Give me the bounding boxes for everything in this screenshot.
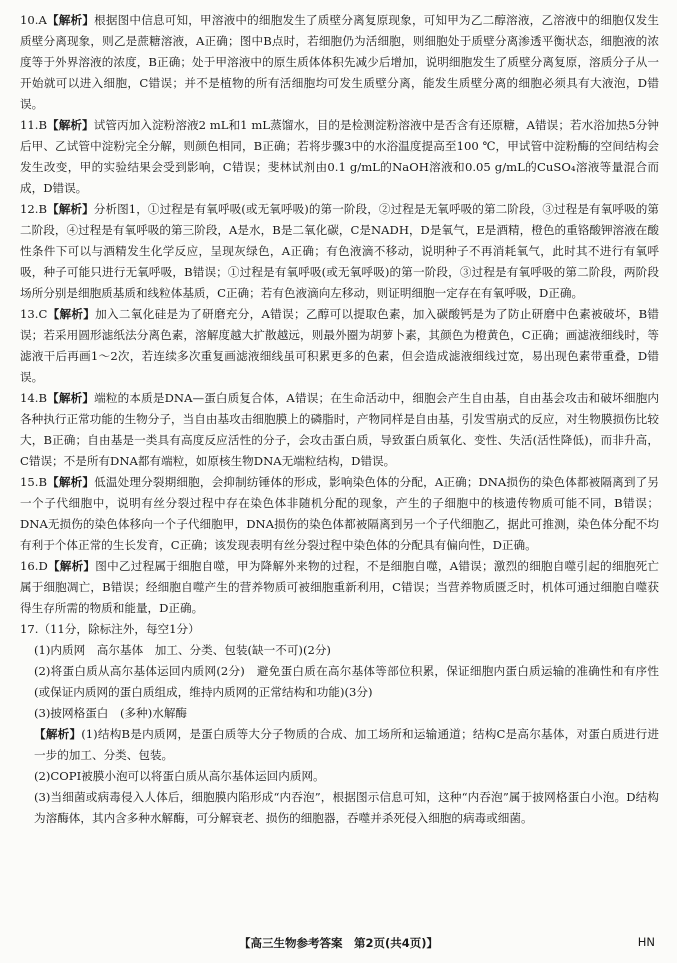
q17-answer-2: (2)将蛋白质从高尔基体运回内质网(2分) 避免蛋白质在高尔基体等部位积累，保证细胞内蛋白质运输的准确性和有序性(或保证内质网的蛋白质组成，维持内质网的正常结构和功能)(3分): [34, 664, 659, 699]
q17-heading: 17.（11分，除标注外，每空1分）: [20, 622, 200, 636]
analysis-text: 端粒的本质是DNA—蛋白质复合体，A错误；在生命活动中，细胞会产生自由基，自由基会攻击和破坏细胞内各种执行正常功能的生物分子，当自由基攻击细胞膜上的磷脂时，产物同样是自由基，引发雪崩式的反应，对生物膜损伤比较大，B正确；自由基是一类具有高度反应活性的分子，会攻击蛋白质，导致蛋白质氧化、变性、失活(活性降低)，而非升高，C错误；不是所有DNA都有端粒，如原核生物DNA无端粒结构，D错误。: [20, 391, 659, 468]
analysis-text: (1)结构B是内质网，是蛋白质等大分子物质的合成、加工场所和运输通道；结构C是高尔基体，对蛋白质进行进一步的加工、分类、包装。: [34, 727, 659, 762]
question-number: 15.: [20, 475, 39, 489]
answer-17: [20, 619, 659, 829]
analysis-tag: 【解析】: [47, 307, 96, 321]
q17-answer-3: (3)披网格蛋白 (多种)水解酶: [34, 706, 188, 720]
answer-letter: B: [38, 475, 47, 489]
question-number: 11.: [20, 118, 39, 132]
question-number: 14.: [20, 391, 39, 405]
q17-explanation-1: [20, 724, 659, 766]
answer-letter: B: [38, 118, 47, 132]
analysis-text: 分析图1，①过程是有氧呼吸(或无氧呼吸)的第一阶段，②过程是无氧呼吸的第二阶段，③过程是有氧呼吸的第二阶段，④过程是有氧呼吸的第三阶段，A是水，B是二氧化碳，C是NADH，D是氧气，E是酒精，橙色的重铬酸钾溶液在酸性条件下可以与酒精发生化学反应，呈现灰绿色，A正确；有色液滴不移动，说明种子不再消耗氧气，此时其不进行有氧呼吸，种子可能只进行无氧呼吸，B错误；①过程是有氧呼吸(或无氧呼吸)的第一阶段，③过程是有氧呼吸的第二阶段，两阶段场所分别是细胞质基质和线粒体基质，C正确；若有色液滴向左移动，则证明细胞一定存在有氧呼吸，D正确。: [20, 202, 659, 300]
analysis-tag: 【解析】: [46, 475, 95, 489]
answer-letter: D: [38, 559, 48, 573]
answer-letter: B: [38, 202, 47, 216]
q17-answer-1: (1)内质网 高尔基体 加工、分类、包装(缺一不可)(2分): [34, 643, 331, 657]
analysis-tag: 【解析】: [34, 727, 82, 741]
answer-letter: C: [38, 307, 48, 321]
analysis-tag: 【解析】: [46, 13, 95, 27]
answer-letter: A: [38, 13, 47, 27]
q17-explanation-3: (3)当细菌或病毒侵入人体后，细胞膜内陷形成“内吞泡”，根据图示信息可知，这种“内吞泡”属于披网格蛋白小泡。D结构为溶酶体，其内含多种水解酶，可分解衰老、损伤的细胞器，吞噬并杀死侵入细胞的病毒或细菌。: [34, 790, 659, 825]
answer-letter: B: [38, 391, 47, 405]
analysis-text: 根据图中信息可知，甲溶液中的细胞发生了质壁分离复原现象，可知甲为乙二醇溶液，乙溶液中的细胞仅发生质壁分离现象，则乙是蔗糖溶液，A正确；图中B点时，若细胞仍为活细胞，则细胞处于质壁分离渗透平衡状态，细胞液的浓度等于外界溶液的浓度，B正确；处于甲溶液中的原生质体体积先减少后增加，说明细胞发生了质壁分离复原，溶质分子从一开始就可以进入细胞，C错误；并不是植物的所有活细胞均可发生质壁分离，能发生质壁分离的细胞必须具有大液泡，D错误。: [20, 13, 659, 111]
answer-11: [20, 115, 659, 199]
page-footer: 【高三生物参考答案 第2页(共4页)】: [238, 936, 438, 950]
analysis-text: 加入二氧化硅是为了研磨充分，A错误；乙醇可以提取色素，加入碳酸钙是为了防止研磨中色素被破坏，B错误；若采用圆形滤纸法分离色素，溶解度越大扩散越远，则最外圈为胡萝卜素，其颜色为橙黄色，C正确；画滤液细线时，等滤液干后再画1～2次，若连续多次重复画滤液细线虽可积累更多的色素，但会造成滤液细线过宽，易出现色素带重叠，D错误。: [20, 307, 659, 384]
region-code: HN: [637, 935, 655, 949]
analysis-text: 图中乙过程属于细胞自噬，甲为降解外来物的过程，不是细胞自噬，A错误；激烈的细胞自噬引起的细胞死亡属于细胞凋亡，B错误；经细胞自噬产生的营养物质可被细胞重新利用，C错误；当营养物质匮乏时，机体可通过细胞自噬获得生存所需的物质和能量，D正确。: [20, 559, 659, 615]
answer-13: [20, 304, 659, 388]
question-number: 16.: [20, 559, 39, 573]
question-number: 12.: [20, 202, 39, 216]
answer-14: [20, 388, 659, 472]
analysis-tag: 【解析】: [47, 559, 96, 573]
answer-16: [20, 556, 659, 619]
answer-12: [20, 199, 659, 304]
analysis-tag: 【解析】: [46, 202, 94, 216]
q17-explanation-2: (2)COPⅠ被膜小泡可以将蛋白质从高尔基体运回内质网。: [34, 769, 325, 783]
analysis-tag: 【解析】: [46, 118, 94, 132]
analysis-tag: 【解析】: [46, 391, 95, 405]
answer-15: [20, 472, 659, 556]
answer-10: [20, 10, 659, 115]
analysis-text: 试管丙加入淀粉溶液2 mL和1 mL蒸馏水，目的是检测淀粉溶液中是否含有还原糖，A错误；若水浴加热5分钟后甲、乙试管中淀粉完全分解，则颜色相同，B正确；若将步骤3中的水浴温度提高至100 ℃，甲试管中淀粉酶的空间结构会发生改变，甲的实验结果会受到影响，C错误；斐林试剂由0.1 g/mL的NaOH溶液和0.05 g/mL的CuSO₄溶液等量混合而成，D错误。: [20, 118, 659, 195]
analysis-text: 低温处理分裂期细胞，会抑制纺锤体的形成，影响染色体的分配，A正确；DNA损伤的染色体都被隔离到了另一个子代细胞中，说明有丝分裂过程中存在染色体非随机分配的现象，产生的子细胞中的核遗传物质可能不同，B错误；DNA无损伤的染色体移向一个子代细胞甲，DNA损伤的染色体都被隔离到另一个子代细胞乙，据此可推测，染色体分配不均有利于个体正常的生长发育，C正确；该发现表明有丝分裂过程中染色体的分配具有偏向性，D正确。: [20, 475, 659, 552]
question-number: 13.: [20, 307, 39, 321]
question-number: 10.: [20, 13, 39, 27]
